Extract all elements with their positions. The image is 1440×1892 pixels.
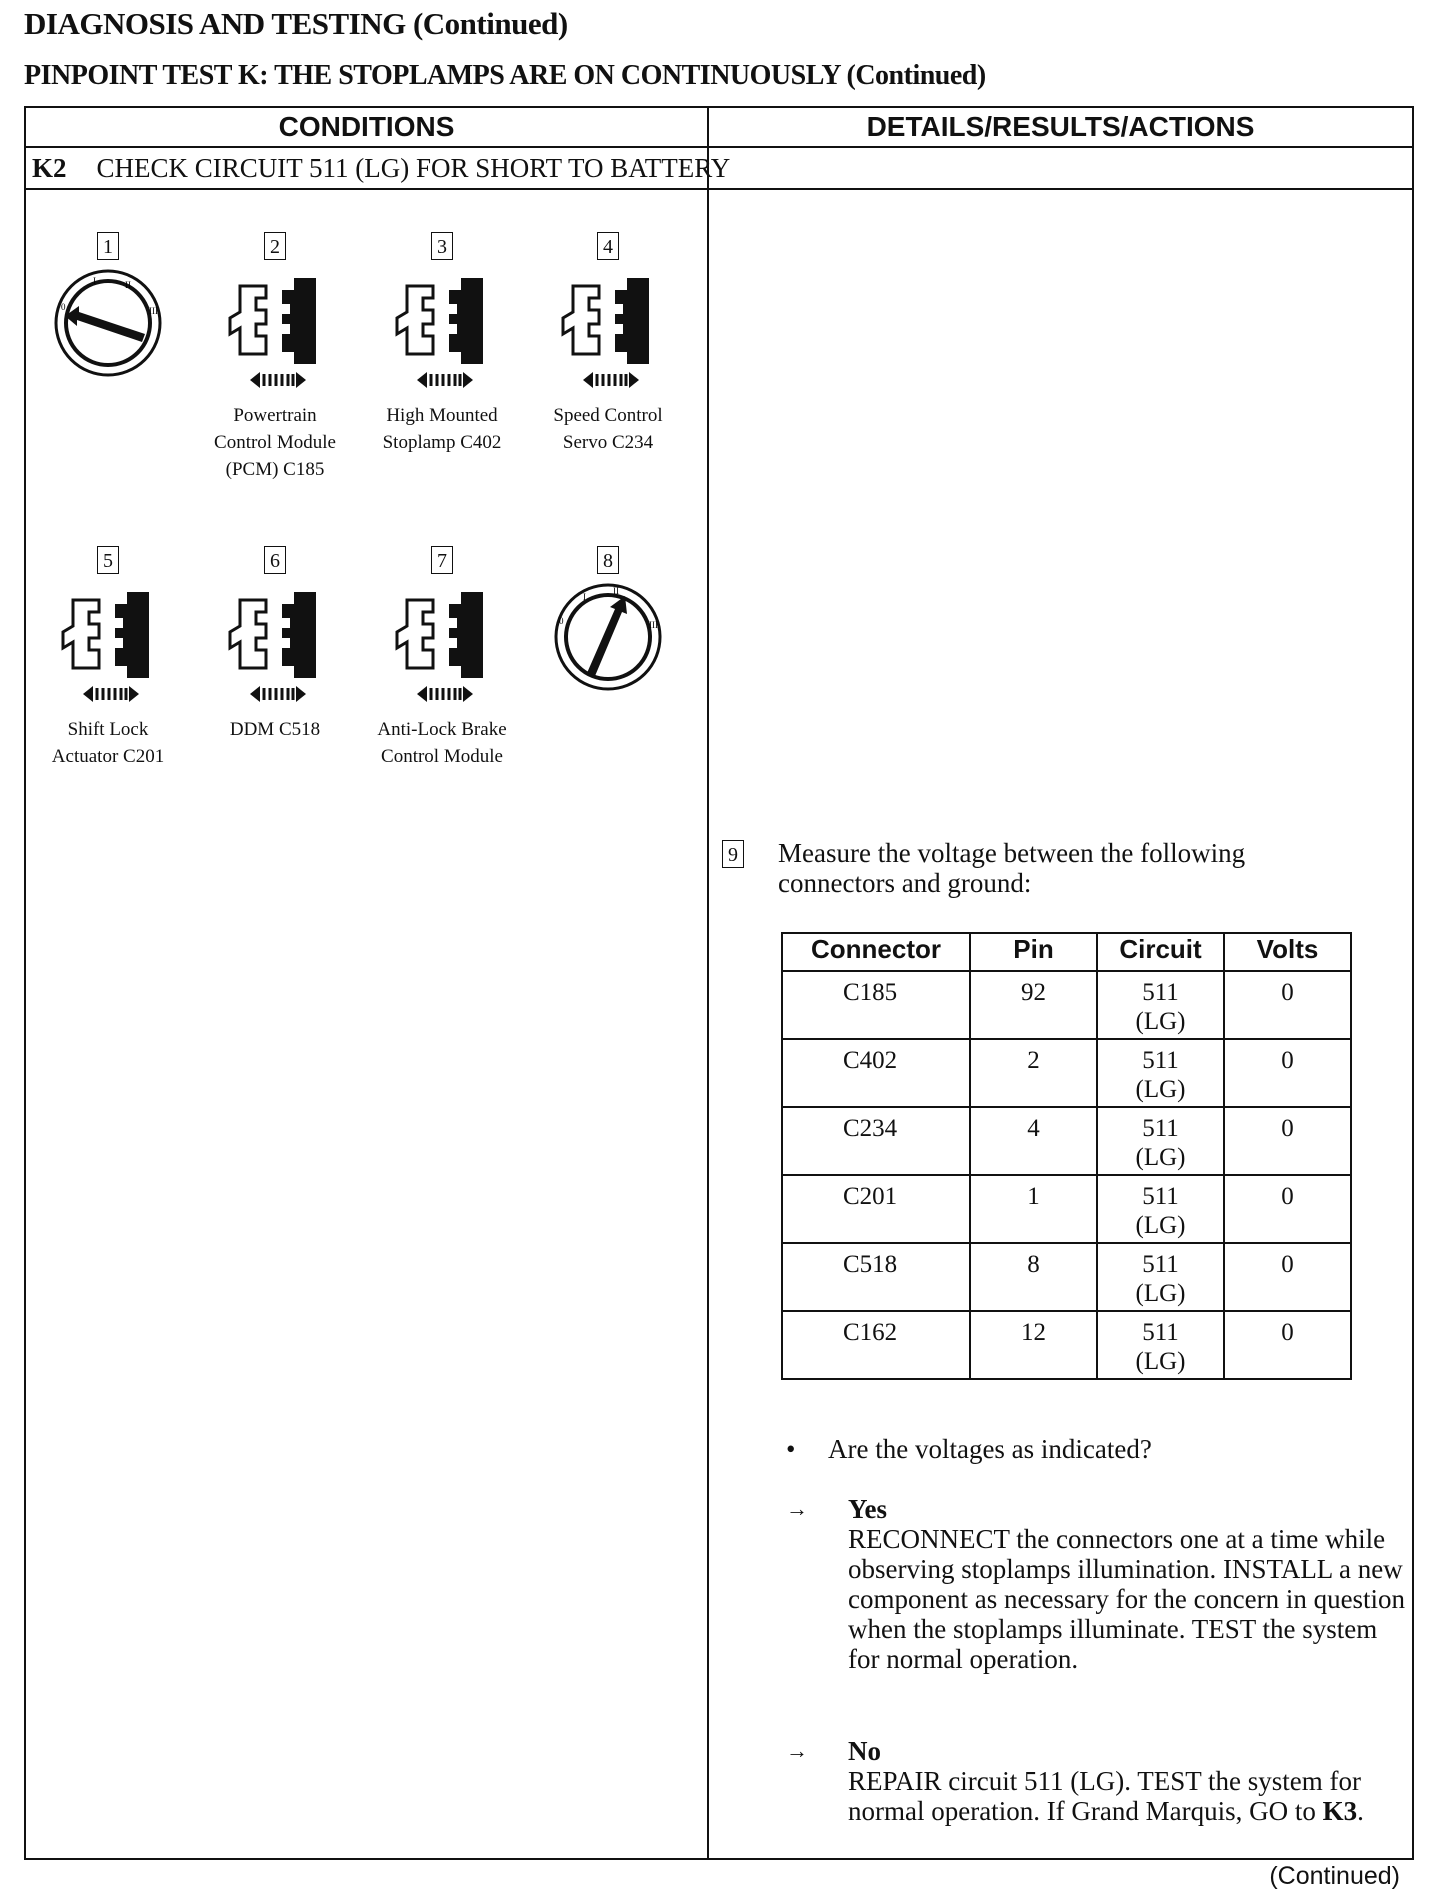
- component-4: [518, 232, 698, 456]
- bullet-icon: •: [786, 1434, 796, 1464]
- step-id: K2: [32, 152, 67, 183]
- component-label: Powertrain Control Module (PCM) C185: [214, 405, 336, 480]
- connector-disconnect-icon: [53, 582, 163, 702]
- voltage-table: [781, 932, 1352, 1380]
- svg-text:0: 0: [559, 616, 564, 626]
- component-5: [18, 546, 198, 770]
- ignition-switch-off-icon: [43, 268, 173, 378]
- component-label: High Mounted Stoplamp C402: [382, 405, 502, 453]
- component-number: 6: [264, 546, 286, 574]
- component-2: [185, 232, 365, 483]
- pinpoint-test-title: PINPOINT TEST K: THE STOPLAMPS ARE ON CONTINUOUSLY (Continued): [24, 60, 986, 91]
- measurement-instruction: Measure the voltage between the following connectors and ground:: [778, 838, 1246, 898]
- step-divider: [24, 188, 1414, 190]
- connector-disconnect-icon: [387, 582, 497, 702]
- svg-text:II: II: [125, 280, 131, 290]
- table-row: C518 8 511 (LG) 0: [782, 1243, 1351, 1311]
- yes-action: RECONNECT the connectors one at a time while observing stoplamps illumination. INSTALL a new component as necessary for the concern in question when the stoplamps illuminate. TEST the system for normal operation.: [848, 1524, 1406, 1674]
- component-3: [352, 232, 532, 456]
- continued-footer: (Continued): [1269, 1862, 1400, 1890]
- arrow-right-icon: →: [786, 1738, 808, 1763]
- svg-text:0: 0: [61, 302, 66, 312]
- component-7: [352, 546, 532, 770]
- connector-disconnect-icon: [553, 268, 663, 388]
- component-number: 4: [597, 232, 619, 260]
- col-volts: Volts: [1224, 933, 1351, 971]
- svg-text:III: III: [649, 620, 658, 630]
- header-divider: [24, 146, 1414, 148]
- question-text: Are the voltages as indicated?: [828, 1434, 1152, 1464]
- svg-text:I: I: [93, 276, 96, 286]
- svg-text:II: II: [613, 586, 619, 596]
- table-row: C185 92 511 (LG) 0: [782, 971, 1351, 1039]
- component-label: DDM C518: [229, 719, 321, 740]
- column-divider: [707, 106, 709, 1860]
- details-header: DETAILS/RESULTS/ACTIONS: [866, 111, 1255, 142]
- table-row: C402 2 511 (LG) 0: [782, 1039, 1351, 1107]
- yes-result: [786, 1494, 1408, 1674]
- component-number: 2: [264, 232, 286, 260]
- component-1: [18, 232, 198, 378]
- connector-disconnect-icon: [387, 268, 497, 388]
- col-circuit: Circuit: [1097, 933, 1224, 971]
- connector-disconnect-icon: [220, 268, 330, 388]
- col-pin: Pin: [970, 933, 1097, 971]
- component-number: 7: [431, 546, 453, 574]
- svg-text:III: III: [149, 306, 158, 316]
- question: [786, 1434, 1152, 1465]
- step-9-marker: [722, 840, 744, 868]
- component-number: 5: [97, 546, 119, 574]
- goto-step-link[interactable]: K3: [1322, 1796, 1358, 1826]
- component-8: [518, 546, 698, 692]
- col-connector: Connector: [782, 933, 970, 971]
- table-row: C162 12 511 (LG) 0: [782, 1311, 1351, 1379]
- step-title: CHECK CIRCUIT 511 (LG) FOR SHORT TO BATTERY: [96, 152, 731, 183]
- component-number: 8: [597, 546, 619, 574]
- ignition-switch-run-icon: [543, 582, 673, 692]
- component-number: 3: [431, 232, 453, 260]
- component-label: Speed Control Servo C234: [553, 405, 663, 453]
- no-result: → No REPAIR circuit 511 (LG). TEST the system for normal operation. If Grand Marquis, GO to K3.: [786, 1736, 1408, 1826]
- table-row: C201 1 511 (LG) 0: [782, 1175, 1351, 1243]
- yes-label: Yes: [848, 1494, 887, 1524]
- component-number: 1: [97, 232, 119, 260]
- svg-text:I: I: [583, 592, 586, 602]
- page-title: DIAGNOSIS AND TESTING (Continued): [24, 6, 568, 41]
- table-header-row: [782, 933, 1351, 971]
- no-action: REPAIR circuit 511 (LG). TEST the system for normal operation. If Grand Marquis, GO to: [848, 1766, 1361, 1826]
- no-label: No: [848, 1736, 881, 1766]
- component-label: Anti-Lock Brake Control Module: [377, 719, 507, 767]
- conditions-header: CONDITIONS: [278, 111, 455, 142]
- arrow-right-icon: →: [786, 1496, 808, 1521]
- table-row: C234 4 511 (LG) 0: [782, 1107, 1351, 1175]
- connector-disconnect-icon: [220, 582, 330, 702]
- component-label: Shift Lock Actuator C201: [51, 719, 165, 767]
- component-number: 9: [722, 840, 744, 868]
- step-heading: [32, 149, 730, 187]
- component-6: [185, 546, 365, 743]
